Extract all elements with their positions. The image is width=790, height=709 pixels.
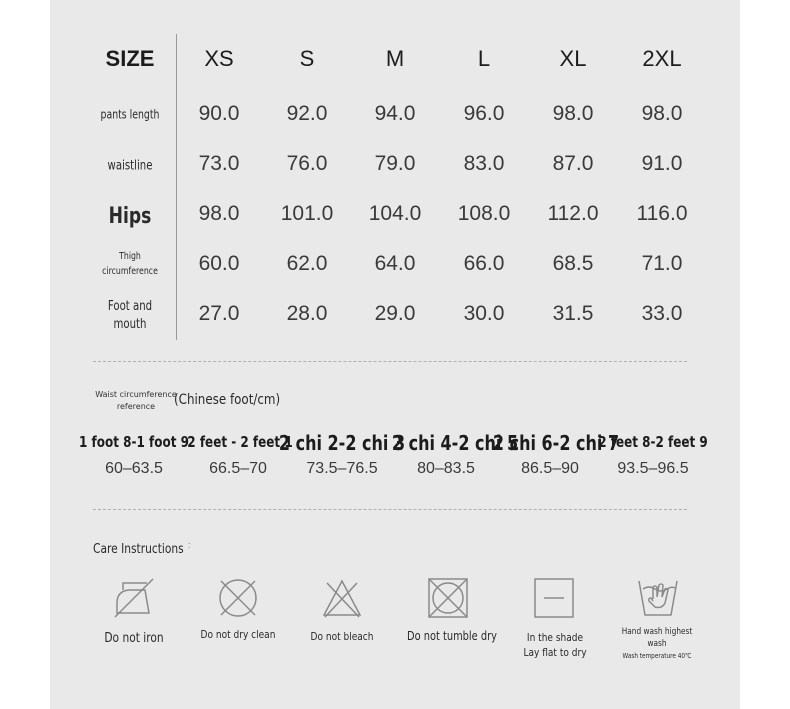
table-cell: 87.0 bbox=[552, 152, 594, 175]
row-label-text: mouth bbox=[113, 317, 147, 332]
table-cell: 91.0 bbox=[641, 152, 683, 175]
row-label-thigh bbox=[102, 249, 158, 279]
care-label-line: wash bbox=[647, 639, 667, 649]
care-label bbox=[104, 631, 163, 646]
size-header-s: S bbox=[299, 46, 315, 71]
care-label-line: Do not tumble dry bbox=[407, 629, 497, 643]
table-cell: 30.0 bbox=[463, 302, 505, 325]
waist-reference-unit: (Chinese foot/cm) bbox=[174, 392, 281, 408]
table-cell: 83.0 bbox=[463, 152, 505, 175]
care-title: Care Instructions bbox=[93, 542, 184, 557]
table-cell: 79.0 bbox=[374, 152, 416, 175]
table-cell: 73.0 bbox=[198, 152, 240, 175]
size-header-m: M bbox=[385, 46, 405, 71]
table-cell: 27.0 bbox=[198, 302, 240, 325]
no-dry-clean-icon bbox=[217, 577, 259, 619]
table-cell: 66.0 bbox=[463, 252, 505, 275]
table-cell: 76.0 bbox=[286, 152, 328, 175]
row-label-pants-length bbox=[101, 107, 160, 124]
row-label-text: waistline bbox=[107, 158, 153, 174]
table-cell: 31.5 bbox=[552, 302, 594, 325]
row-label-foot-mouth bbox=[108, 298, 152, 334]
table-cell: 33.0 bbox=[641, 302, 683, 325]
waist-reference-title-line: reference bbox=[116, 402, 156, 411]
table-cell: 68.5 bbox=[552, 252, 594, 275]
care-label-line: Do not iron bbox=[104, 631, 164, 646]
waist-reference-title bbox=[95, 389, 177, 413]
size-header-xs: XS bbox=[204, 46, 234, 71]
table-cell: 60.0 bbox=[198, 252, 240, 275]
table-cell: 112.0 bbox=[547, 202, 599, 225]
table-cell: 108.0 bbox=[457, 202, 511, 225]
waist-reference-title-line: Waist circumference bbox=[95, 390, 177, 399]
row-label-text: Foot and bbox=[107, 299, 153, 314]
waist-reference-range: 93.5–96.5 bbox=[617, 460, 689, 477]
waist-reference-range: 66.5–70 bbox=[209, 460, 267, 477]
waist-reference-range: 86.5–90 bbox=[521, 460, 579, 477]
waist-reference-range: 80–83.5 bbox=[417, 460, 475, 477]
care-label bbox=[622, 626, 693, 662]
row-label-hips bbox=[109, 204, 152, 230]
care-label bbox=[201, 628, 276, 641]
no-iron-icon bbox=[113, 577, 155, 619]
no-tumble-dry-icon bbox=[427, 577, 469, 619]
row-label-text: pants length bbox=[100, 107, 160, 122]
size-header: SIZE bbox=[105, 46, 155, 71]
waist-reference-label: 2 feet - 2 feet 1 bbox=[187, 433, 293, 451]
shade-flat-dry-icon bbox=[533, 577, 575, 619]
dashed-divider bbox=[93, 361, 687, 362]
waist-reference-label: 2 chi 2-2 chi 3 bbox=[278, 431, 406, 455]
waist-reference-label: 2 feet 8-2 feet 9 bbox=[598, 433, 708, 451]
table-cell: 104.0 bbox=[368, 202, 422, 225]
table-cell: 90.0 bbox=[198, 102, 240, 125]
waist-reference-label: 2 chi 4-2 chi 5 bbox=[391, 431, 519, 455]
table-cell: 116.0 bbox=[636, 202, 688, 225]
care-label-line: Do not bleach bbox=[310, 630, 374, 643]
dashed-divider bbox=[93, 509, 687, 510]
waist-reference-range: 60–63.5 bbox=[105, 460, 163, 477]
care-label-line: Do not dry clean bbox=[200, 628, 276, 641]
table-cell: 98.0 bbox=[552, 102, 594, 125]
no-bleach-icon bbox=[321, 577, 363, 619]
care-label-line: In the shade bbox=[526, 631, 584, 644]
waist-reference-label: 1 foot 8-1 foot 9 bbox=[79, 433, 189, 451]
row-label-text: circumference bbox=[102, 266, 158, 277]
table-cell: 98.0 bbox=[198, 202, 240, 225]
table-cell: 64.0 bbox=[374, 252, 416, 275]
waist-reference-label: 2 chi 6-2 chi 7 bbox=[492, 431, 620, 455]
table-cell: 101.0 bbox=[280, 202, 334, 225]
table-cell: 92.0 bbox=[286, 102, 328, 125]
care-title-mark: : bbox=[188, 540, 191, 550]
table-cell: 96.0 bbox=[463, 102, 505, 125]
size-header-2xl: 2XL bbox=[642, 46, 682, 71]
table-cell: 62.0 bbox=[286, 252, 328, 275]
table-cell: 28.0 bbox=[286, 302, 328, 325]
size-header-xl: XL bbox=[559, 46, 587, 71]
care-label-line: Wash temperature 40℃ bbox=[622, 652, 692, 660]
table-divider bbox=[176, 34, 177, 340]
size-header-l: L bbox=[477, 46, 491, 71]
row-label-text: Thigh bbox=[119, 251, 141, 262]
table-cell: 29.0 bbox=[374, 302, 416, 325]
hand-wash-icon bbox=[637, 577, 679, 619]
waist-reference-range: 73.5–76.5 bbox=[306, 460, 378, 477]
care-label-line: Lay flat to dry bbox=[523, 646, 587, 659]
row-label-waistline bbox=[108, 158, 153, 175]
table-cell: 98.0 bbox=[641, 102, 683, 125]
table-cell: 71.0 bbox=[641, 252, 683, 275]
care-label bbox=[407, 629, 497, 643]
care-label bbox=[311, 630, 374, 643]
care-label bbox=[523, 630, 586, 660]
row-label-text: Hips bbox=[108, 204, 152, 229]
table-cell: 94.0 bbox=[374, 102, 416, 125]
care-label-line: Hand wash highest bbox=[621, 627, 693, 637]
